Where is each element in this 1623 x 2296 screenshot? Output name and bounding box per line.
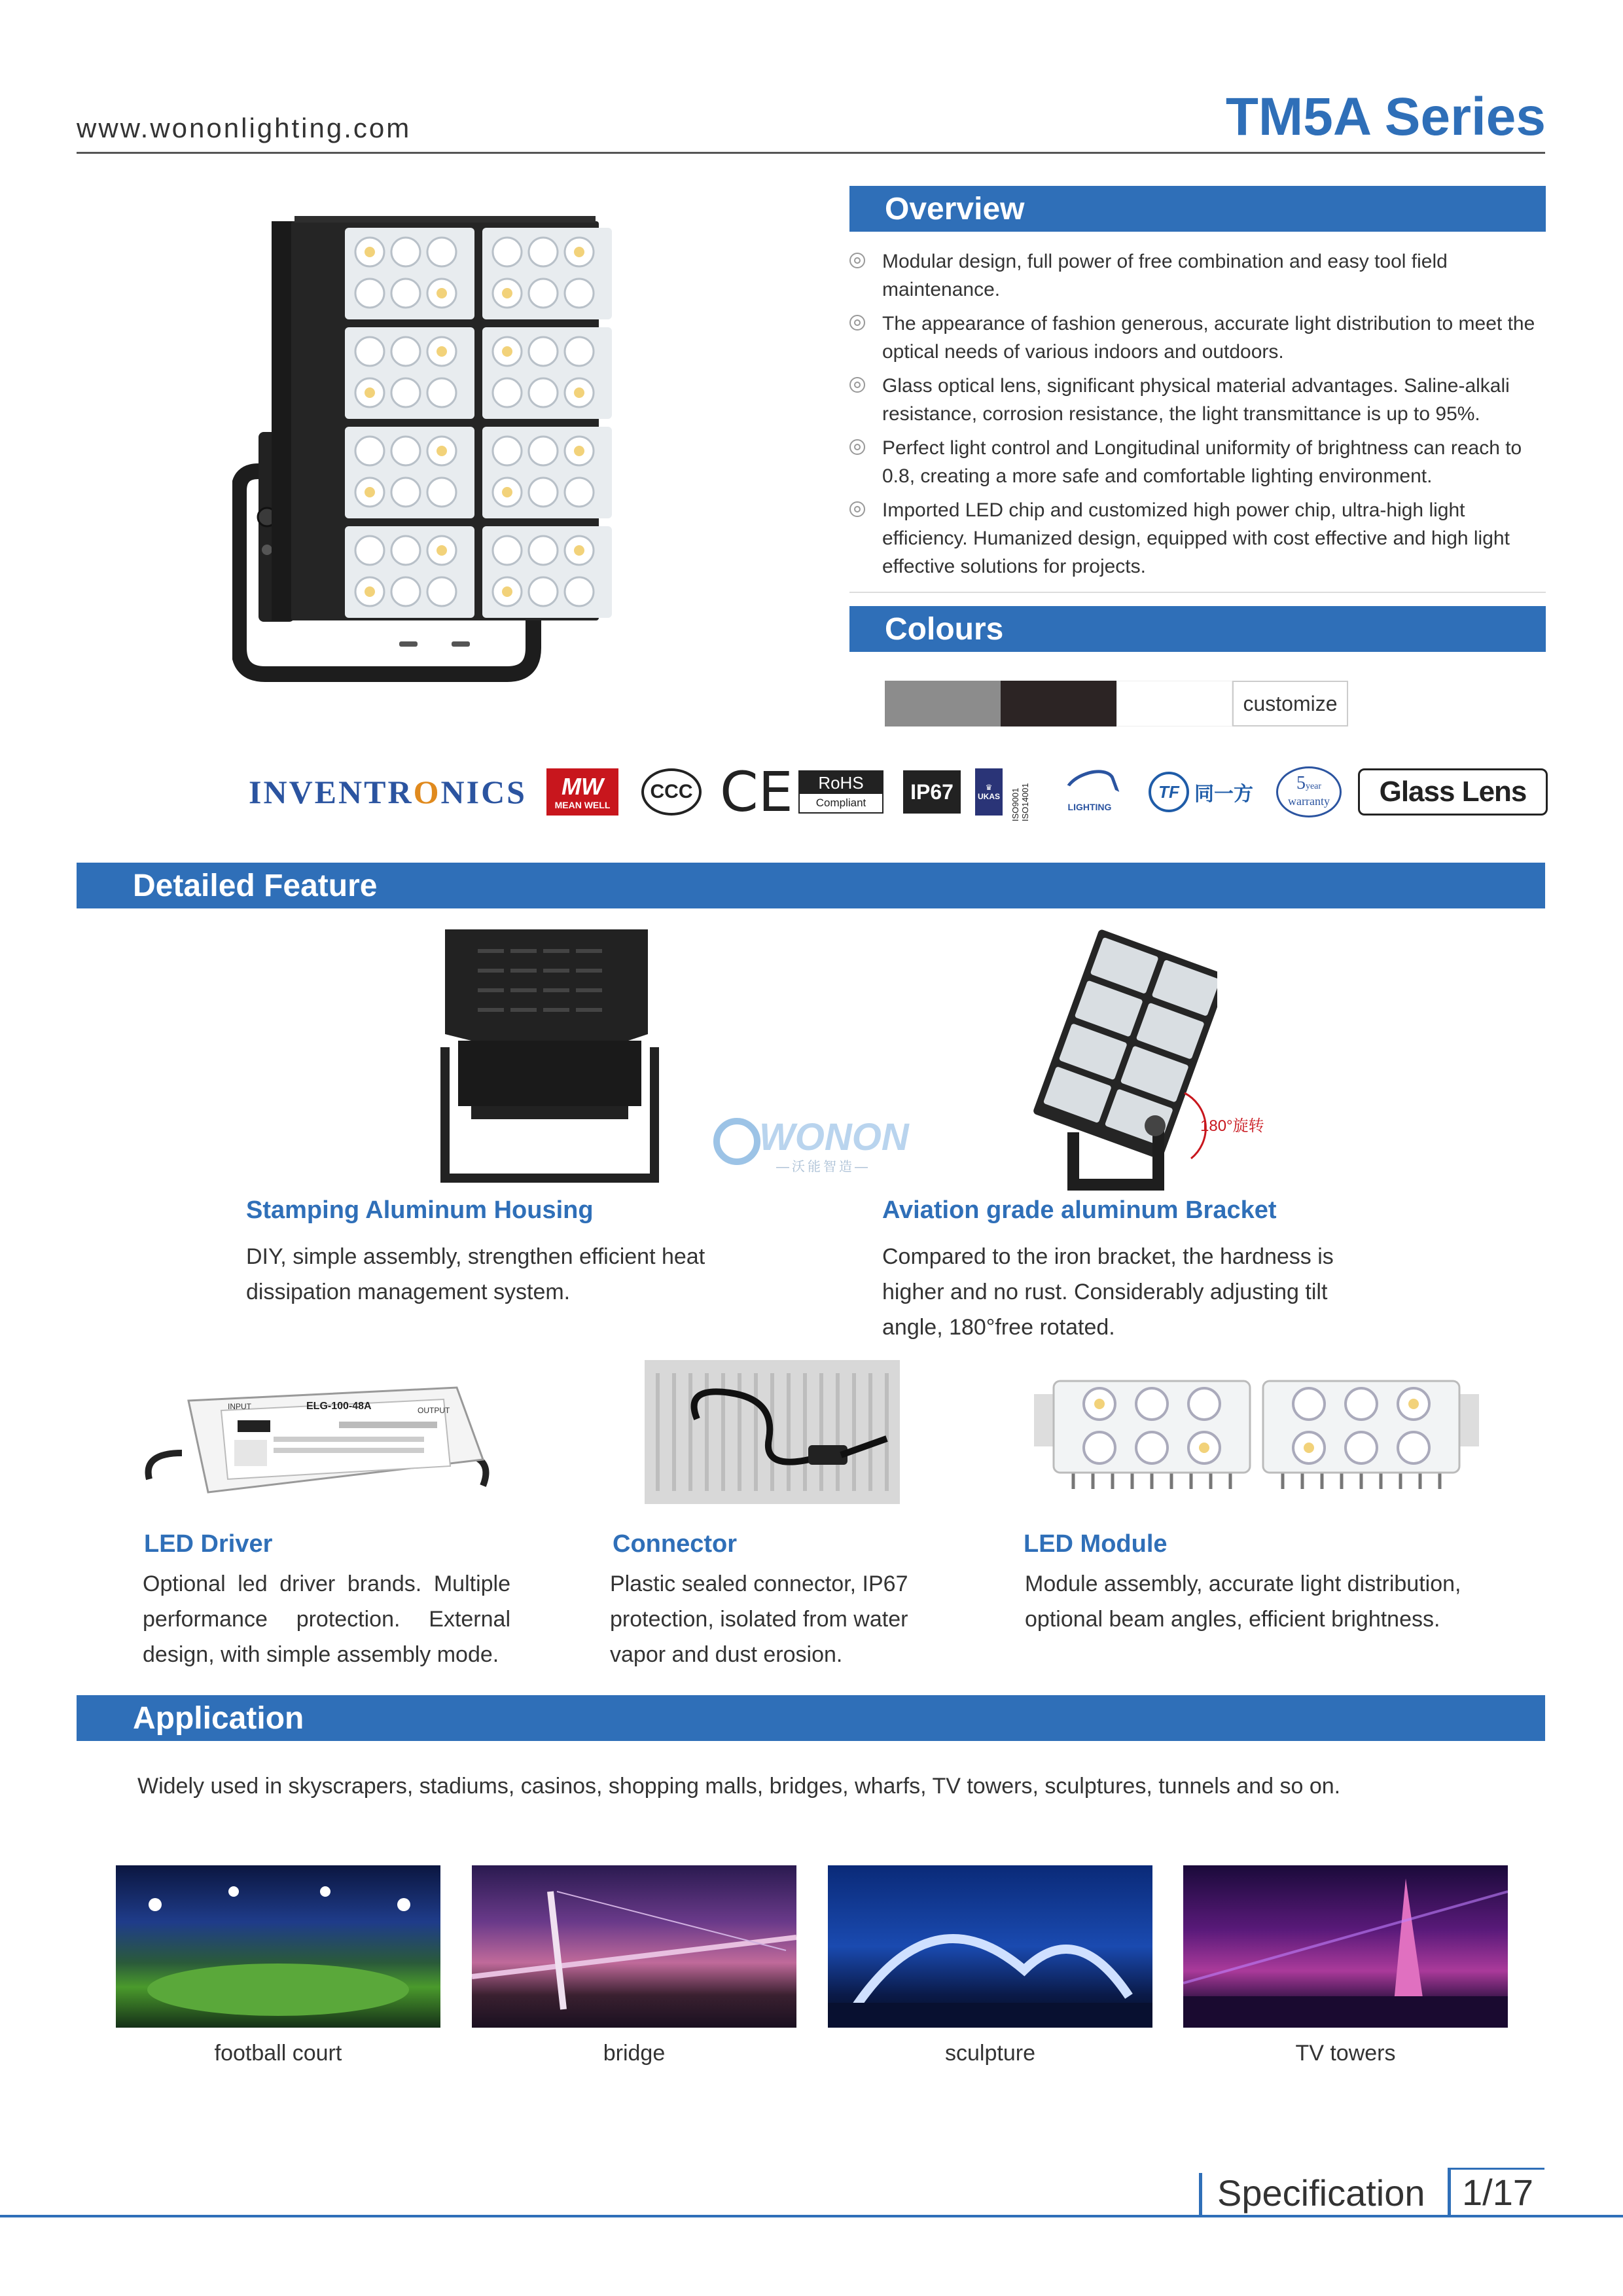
ccc-logo: CCC bbox=[641, 768, 702, 816]
tv-towers-photo bbox=[1183, 1865, 1508, 2028]
ukas-logo bbox=[975, 768, 1003, 816]
website-url[interactable]: www.wononlighting.com bbox=[77, 113, 412, 143]
sculpture-photo bbox=[828, 1865, 1152, 2028]
circle-bullet-icon bbox=[849, 439, 865, 455]
overview-item bbox=[849, 247, 1550, 304]
connector-description: Plastic sealed connector, IP67 protection, isolated from water vapor and dust erosion. bbox=[610, 1571, 908, 1667]
page-number: 1/17 bbox=[1448, 2168, 1544, 2216]
tyf-mark: TF bbox=[1149, 772, 1189, 812]
wonon-text: WONON bbox=[759, 1116, 909, 1158]
overview-list bbox=[849, 247, 1550, 586]
wonon-watermark bbox=[713, 1113, 910, 1172]
photo-caption-bridge: bridge bbox=[603, 2041, 666, 2066]
housing-title: Stamping Aluminum Housing bbox=[246, 1196, 594, 1224]
sculpture-scene bbox=[828, 1865, 1152, 2028]
glass-lens-badge: Glass Lens bbox=[1358, 768, 1548, 816]
wonon-logo-icon bbox=[713, 1118, 760, 1165]
header-divider bbox=[77, 152, 1545, 154]
colour-swatch-black[interactable] bbox=[1001, 681, 1116, 726]
bridge-photo bbox=[472, 1865, 796, 2028]
overview-item-text: Modular design, full power of free combination and easy tool field maintenance. bbox=[882, 251, 1448, 300]
inventronics-text-a: INVENTR bbox=[249, 774, 414, 810]
led-module-description: Module assembly, accurate light distribution, optional beam angles, efficient brightness. bbox=[1025, 1571, 1461, 1632]
tyf-text: 同一方 bbox=[1194, 783, 1253, 805]
meanwell-logo bbox=[546, 768, 618, 816]
driver-cable-graphic bbox=[143, 1374, 496, 1505]
connector-image bbox=[645, 1360, 900, 1504]
overview-item bbox=[849, 496, 1550, 581]
ip67-logo: IP67 bbox=[903, 770, 961, 814]
circle-bullet-icon bbox=[849, 253, 865, 268]
led-driver-title: LED Driver bbox=[144, 1530, 273, 1558]
certification-logos bbox=[249, 760, 1551, 824]
ce-logo: CE bbox=[720, 760, 793, 824]
led-module-image bbox=[1034, 1368, 1479, 1492]
bracket-image bbox=[1001, 929, 1217, 1191]
colour-customize-option[interactable]: customize bbox=[1232, 681, 1348, 726]
bracket-title: Aviation grade aluminum Bracket bbox=[882, 1196, 1277, 1224]
inventronics-text-b: NICS bbox=[440, 774, 527, 810]
footer-label: Specification bbox=[1217, 2172, 1425, 2214]
driver-label-input: INPUT bbox=[228, 1402, 251, 1411]
overview-item-text: Glass optical lens, significant physical material advantages. Saline-alkali resistance, corrosion resistance, the light transmittance is up to 95%. bbox=[882, 375, 1510, 425]
led-driver-image bbox=[143, 1374, 496, 1505]
driver-label-output: OUTPUT bbox=[418, 1406, 450, 1415]
meanwell-text: MEAN WELL bbox=[554, 800, 611, 810]
warranty-badge bbox=[1276, 766, 1342, 817]
footer-accent bbox=[1199, 2173, 1202, 2215]
rohs-text: RoHS bbox=[800, 772, 882, 794]
overview-item bbox=[849, 372, 1550, 428]
wonon-subtext: —沃能智造— bbox=[776, 1160, 870, 1174]
tv-tower-scene bbox=[1183, 1865, 1508, 2028]
driver-label-model: ELG-100-48A bbox=[306, 1401, 372, 1412]
overview-divider bbox=[849, 592, 1546, 593]
stadium-scene bbox=[116, 1865, 440, 2028]
overview-heading: Overview bbox=[849, 186, 1546, 232]
inventronics-text-o: O bbox=[413, 774, 441, 810]
circle-bullet-icon bbox=[849, 377, 865, 393]
overview-item-text: The appearance of fashion generous, accurate light distribution to meet the optical needs of various indoors and outdoors. bbox=[882, 313, 1535, 363]
photo-caption-football-court: football court bbox=[214, 2041, 342, 2066]
colours-heading: Colours bbox=[849, 606, 1546, 652]
circle-bullet-icon bbox=[849, 315, 865, 331]
photo-caption-sculpture: sculpture bbox=[945, 2041, 1035, 2066]
photo-caption-tv-towers: TV towers bbox=[1295, 2041, 1396, 2066]
bracket-description: Compared to the iron bracket, the hardness is higher and no rust. Considerably adjusting tilt angle, 180°free rotated. bbox=[882, 1244, 1334, 1340]
warranty-text: warranty bbox=[1288, 794, 1330, 808]
ukas-text: UKAS bbox=[977, 792, 1000, 801]
application-heading: Application bbox=[77, 1695, 1545, 1741]
overview-item-text: Imported LED chip and customized high power chip, ultra-high light efficiency. Humanized design, equipped with cost effective and high light effective solutions for projects. bbox=[882, 499, 1510, 577]
ukas-crown-icon: ♛ bbox=[985, 783, 993, 792]
colour-swatch-white[interactable] bbox=[1116, 681, 1232, 726]
housing-description: DIY, simple assembly, strengthen efficient heat dissipation management system. bbox=[246, 1244, 705, 1304]
overview-item bbox=[849, 434, 1550, 490]
lighting-logo bbox=[1054, 762, 1126, 821]
detailed-feature-heading: Detailed Feature bbox=[77, 863, 1545, 908]
circle-bullet-icon bbox=[849, 501, 865, 517]
rohs-logo bbox=[798, 770, 883, 814]
connector-title: Connector bbox=[613, 1530, 737, 1558]
bridge-scene bbox=[472, 1865, 796, 2028]
series-title: TM5A Series bbox=[1225, 87, 1546, 147]
overview-item bbox=[849, 310, 1550, 366]
led-driver-description: Optional led driver brands. Multiple performance protection. External design, with simple assembly mode. bbox=[143, 1571, 510, 1667]
led-module-title: LED Module bbox=[1024, 1530, 1168, 1558]
rotation-label: 180°旋转 bbox=[1200, 1117, 1264, 1135]
application-description: Widely used in skyscrapers, stadiums, casinos, shopping malls, bridges, wharfs, TV towers, sculptures, tunnels and so on. bbox=[137, 1774, 1341, 1799]
floodlight-product-image bbox=[232, 216, 632, 687]
footer-divider bbox=[0, 2215, 1623, 2217]
tyf-led-logo bbox=[1145, 762, 1257, 821]
meanwell-mark: MW bbox=[562, 773, 603, 800]
warranty-unit: year bbox=[1305, 781, 1322, 791]
overview-item-text: Perfect light control and Longitudinal uniformity of brightness can reach to 0.8, creating a more safe and comfortable lighting environment. bbox=[882, 437, 1522, 487]
colour-swatch-grey[interactable] bbox=[885, 681, 1001, 726]
housing-image bbox=[432, 929, 668, 1191]
lighting-text: LIGHTING bbox=[1067, 802, 1112, 812]
iso-text: ISO9001 ISO14001 bbox=[1010, 783, 1030, 821]
warranty-years: 5 bbox=[1296, 772, 1306, 793]
rohs-subtext: Compliant bbox=[815, 797, 866, 809]
football-court-photo bbox=[116, 1865, 440, 2028]
inventronics-logo bbox=[249, 762, 527, 821]
